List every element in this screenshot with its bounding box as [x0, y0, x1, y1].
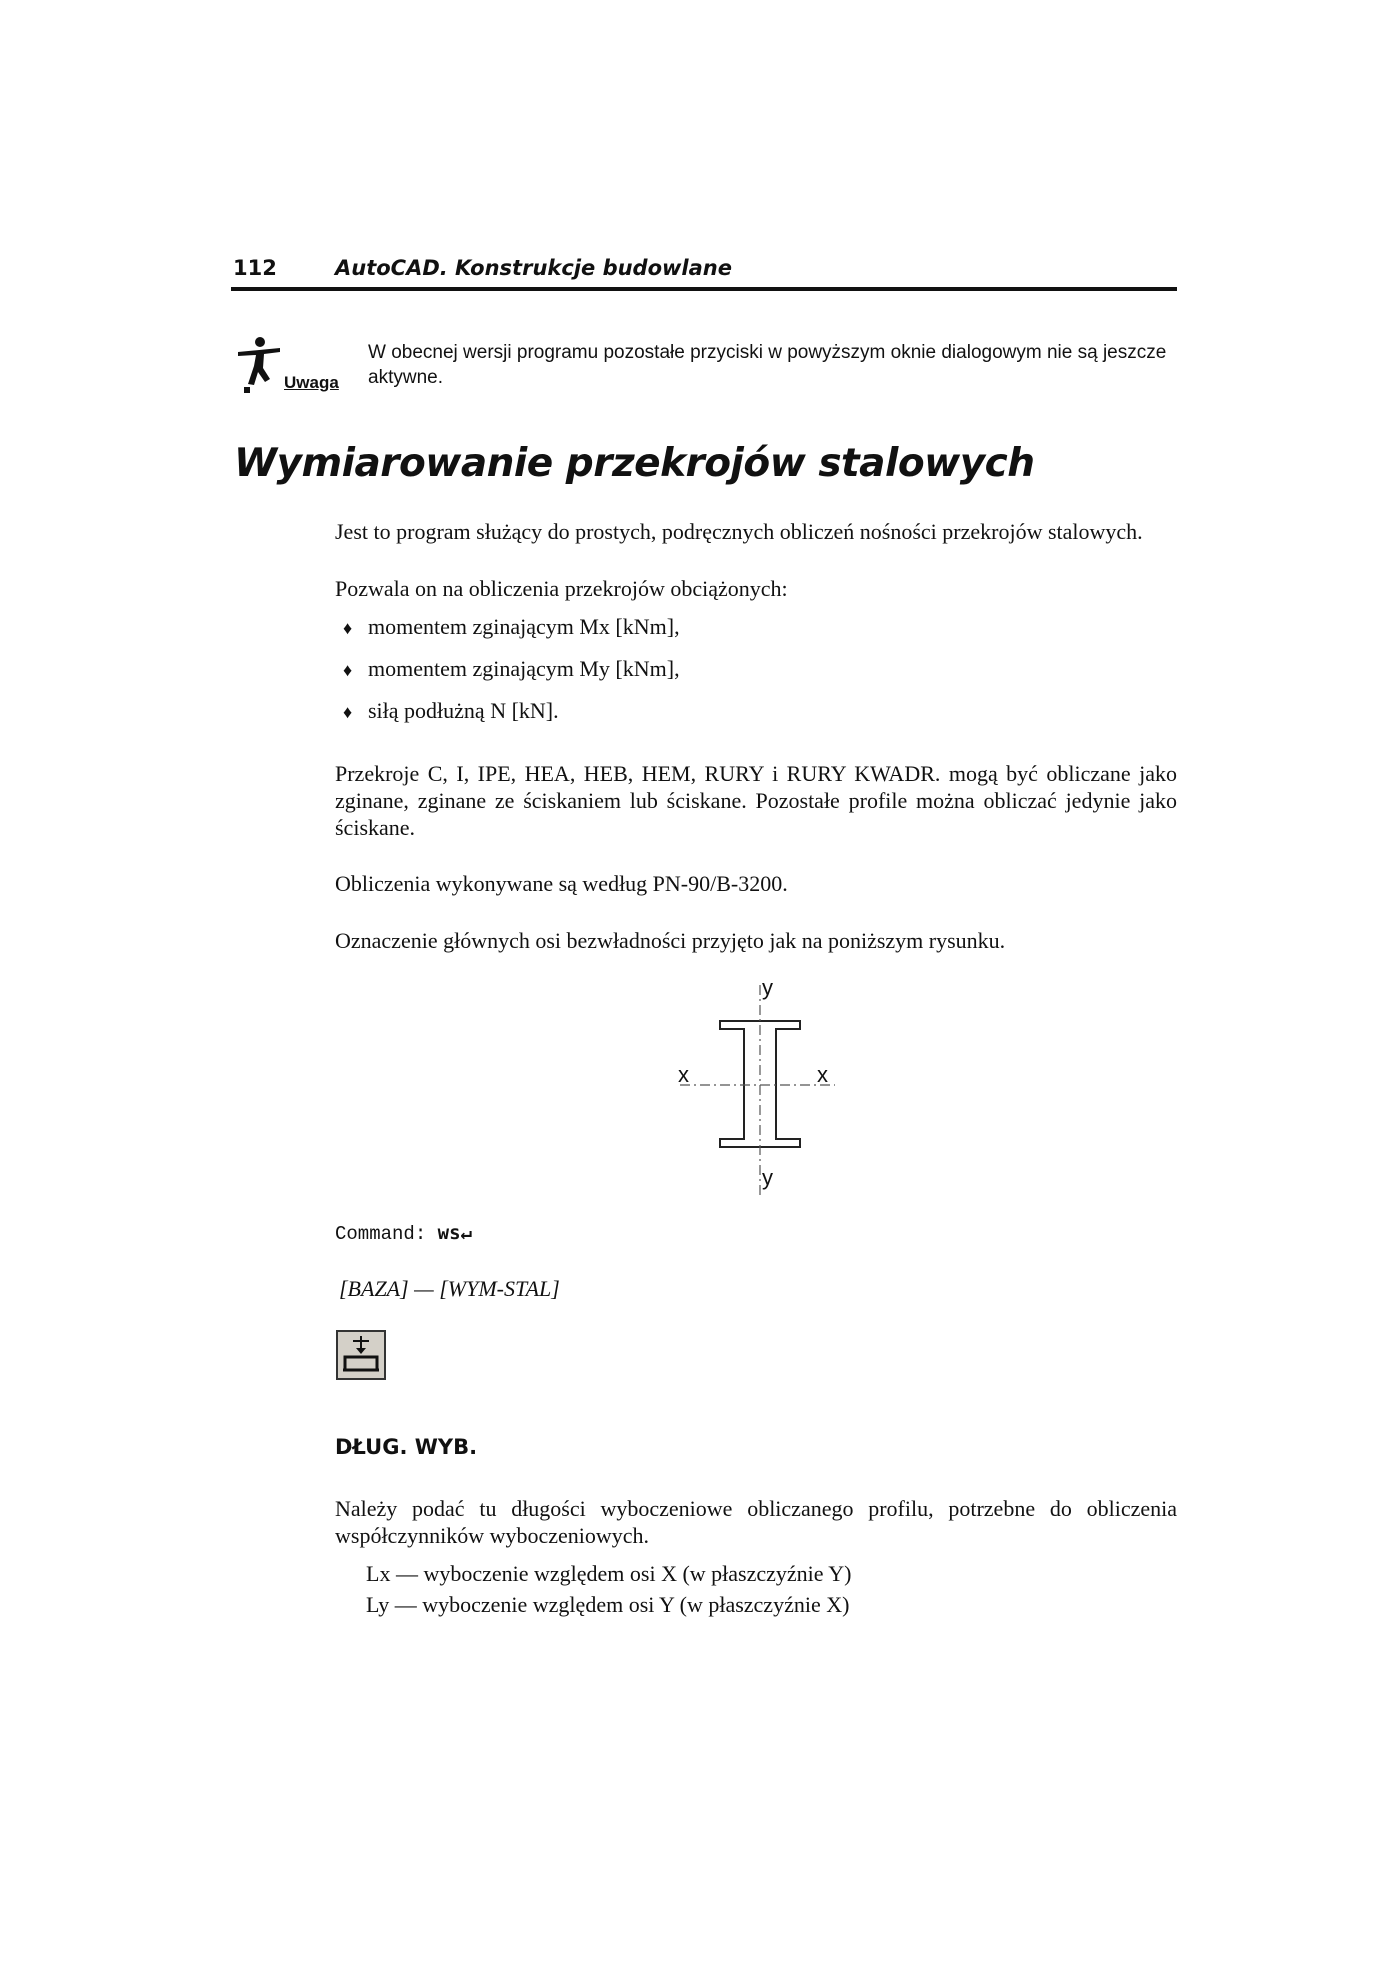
page-number: 112 [233, 256, 277, 280]
bullet-text: siłą podłużną N [kN]. [368, 698, 559, 723]
list-item [343, 697, 1173, 739]
note-badge [234, 335, 339, 395]
load-bullet-list [343, 613, 1173, 739]
lead-paragraph: Pozwala on na obliczenia przekrojów obciążonych: [335, 576, 788, 601]
bullet-text: momentem zginającym My [kNm], [368, 656, 680, 681]
subsection-heading: DŁUG. WYB. [335, 1435, 478, 1459]
profiles-paragraph: Przekroje C, I, IPE, HEA, HEB, HEM, RURY i RURY KWADR. mogą być obliczane jako zginane, zginane ze ściskaniem lub ściskane. Pozostałe profile można obliczać jedynie jako ściskane. [335, 761, 1177, 840]
bullet-text: momentem zginającym Mx [kNm], [368, 614, 680, 639]
buckling-line-ly: Ly — wyboczenie względem osi Y (w płaszczyźnie X) [366, 1592, 850, 1617]
standard-paragraph: Obliczenia wykonywane są według PN-90/B-3200. [335, 871, 788, 896]
header-rule [231, 287, 1177, 291]
diamond-bullet-icon: ♦ [343, 702, 353, 722]
subsection-paragraph: Należy podać tu długości wyboczeniowe obliczanego profilu, potrzebne do obliczenia współczynników wyboczeniowych. [335, 1496, 1177, 1548]
buckling-line-lx: Lx — wyboczenie względem osi X (w płaszczyźnie Y) [366, 1561, 852, 1586]
command-value: ws↵ [437, 1222, 472, 1244]
diamond-bullet-icon: ♦ [343, 660, 353, 680]
menu-path: [BAZA] — [WYM-STAL] [339, 1276, 560, 1301]
note-label: Uwaga [284, 373, 339, 392]
diamond-bullet-icon: ♦ [343, 618, 353, 638]
note-text: W obecnej wersji programu pozostałe przyciski w powyższym oknie dialogowym nie są jeszcze aktywne. [368, 342, 1167, 388]
command-prompt: Command: [335, 1223, 427, 1245]
section-heading: Wymiarowanie przekrojów stalowych [234, 441, 1035, 486]
running-title: AutoCAD. Konstrukcje budowlane [335, 256, 732, 280]
list-item [343, 613, 1173, 655]
axis-y-bottom-label: y [762, 1165, 773, 1190]
axis-x-right-label: x [817, 1062, 828, 1087]
intro-paragraph: Jest to program służący do prostych, podręcznych obliczeń nośności przekrojów stalowych. [335, 519, 1143, 544]
steel-section-icon [338, 1332, 384, 1378]
wym-stal-toolbar-button[interactable] [336, 1330, 386, 1380]
buckling-lines [366, 1560, 851, 1622]
axis-y-top-label: y [762, 975, 773, 1000]
figure-icon [234, 335, 284, 395]
i-beam-diagram [670, 973, 840, 1208]
command-line [335, 1222, 472, 1245]
axes-paragraph: Oznaczenie głównych osi bezwładności przyjęto jak na poniższym rysunku. [335, 928, 1006, 953]
list-item [343, 655, 1173, 697]
axis-x-left-label: x [678, 1062, 689, 1087]
